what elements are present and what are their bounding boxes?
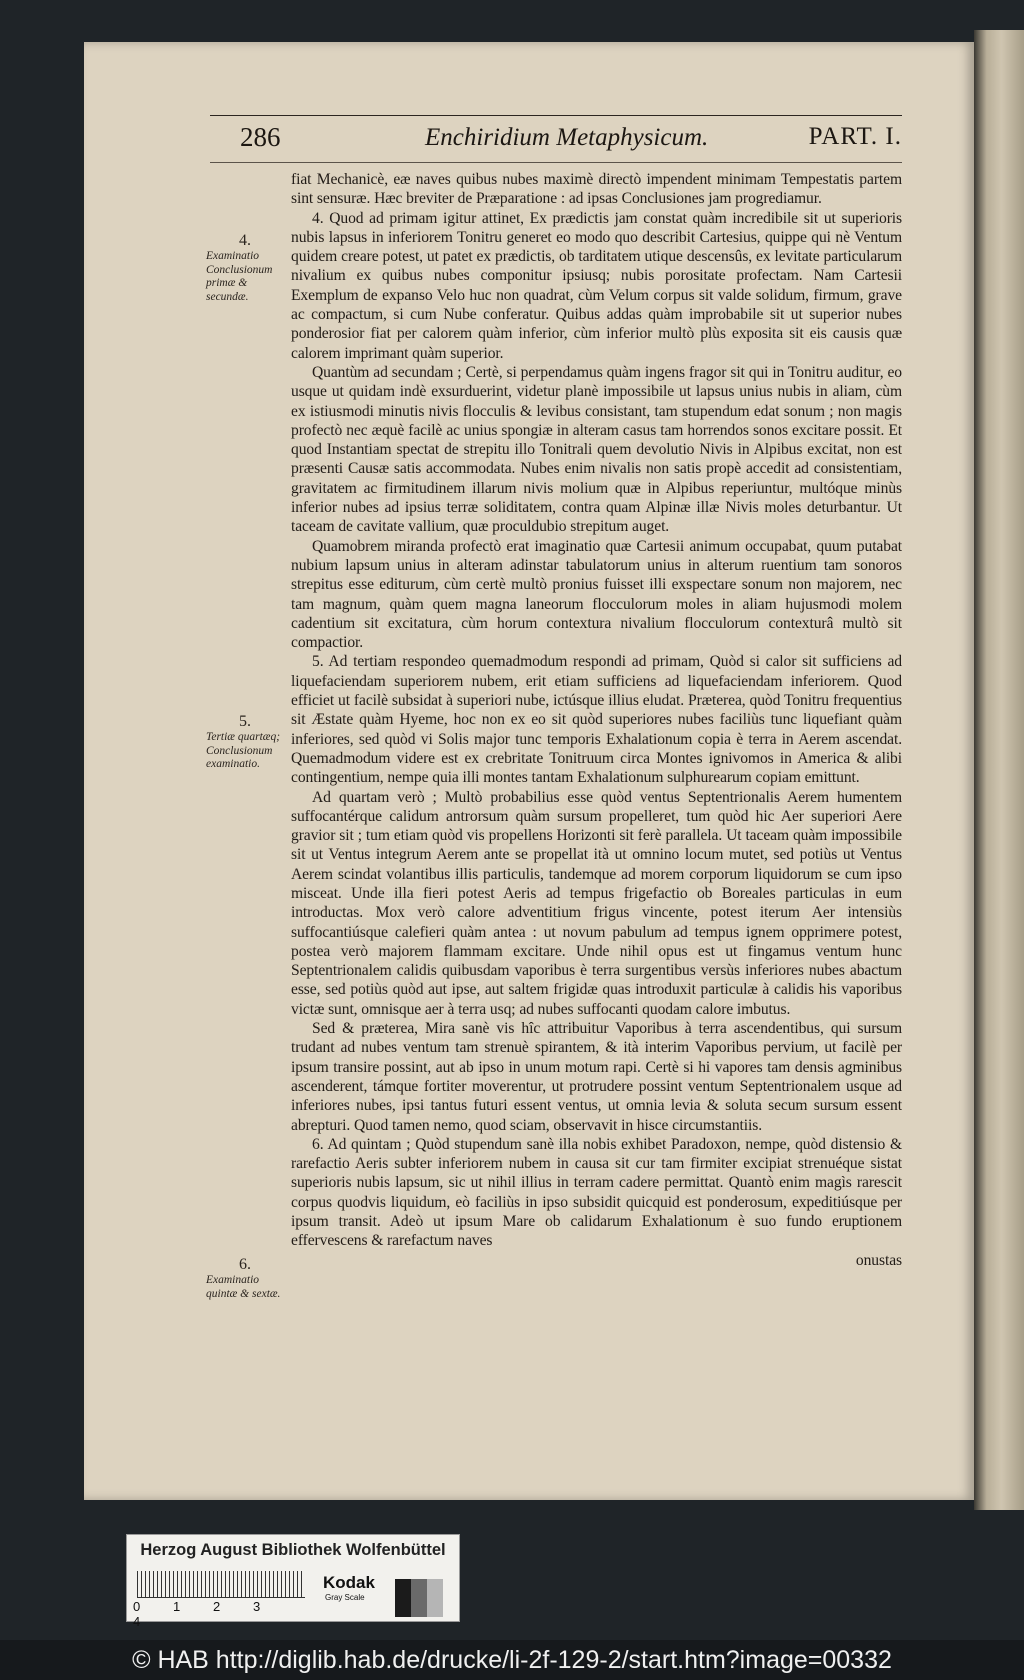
gray-scale-label: Gray Scale — [325, 1593, 365, 1602]
running-header — [210, 115, 902, 163]
margin-note-4 — [206, 232, 284, 304]
ruler-number: 2 — [213, 1599, 221, 1614]
margin-note-number: 5. — [239, 713, 251, 730]
gray-swatch-mid — [411, 1579, 427, 1617]
paragraph: Ad quartam verò ; Multò probabilius esse quòd ventus Septentrionalis Aerem humentem suffocantérque calidum antrorsum quàm sursum propelleret, tum quòd hic Aer superiori Aere gravior sit ; tum etiam quòd vis propellens Horizonti sit ferè parallela. Ut taceam quàm impossibile sit ut Ventus integrum Aerem ante se propellat ità ut omnino locum mutet, sed potiùs ut Ventus Aerem scindat volantibus illis particulis, tandemque ad morem corporum liquidorum se cum ipso misceat. Unde illa fieri potest Aeris ad tempus frigefactio ob Boreales particulas in eum introductas. Mox verò calore adventitium frigus vincente, potest iterum Aer intensiùs suffocantiúsque calefieri quàm antea : ut novum pabulum ad tempus ignem opprimere potest, postea verò majorem flammam excitare. Unde nihil opus est ut fingamus ventum hunc Septentrionalem calidis quibusdam vaporibus è terra surgentibus versùs inferiores nubes abactum esse, sed potiùs quòd aut ipse, aut saltem frigidæ quas introduxit particulæ à calidis his vaporibus victæ sunt, omnisque aer à terra usq; ad nubes suffocanti quodam calore imbutus. — [291, 788, 902, 1018]
paragraph: Quamobrem miranda profectò erat imaginatio quæ Cartesii animum occupabat, quum putabat nubium lapsum unius in alteram adinstar tabulatorum unius in alterum ruentium tam sonoros strepitus esse editurum, cùm certè multò pronius fuisset illi exspectare sonum non majorem, nec tam magnum, quàm quem magna laneorum flocculorum moles in aliam hujusmodi molem cadentium sit excitatura, cùm horum contextura nivalium flocculorum contexturâ multò sit compactior. — [291, 537, 902, 652]
margin-note-text: Examinatio quintæ & sextæ. — [206, 1274, 281, 1300]
margin-note-text: Tertiæ quartæq; Conclusionum examinatio. — [206, 731, 281, 770]
library-name: Herzog August Bibliothek Wolfenbüttel — [140, 1541, 446, 1559]
margin-note-6 — [206, 1256, 284, 1301]
body-text — [291, 170, 902, 1270]
ruler-numbers — [133, 1599, 313, 1629]
margin-note-number: 6. — [239, 1256, 251, 1273]
paragraph: 5. Ad tertiam respondeo quemadmodum respondi ad primam, Quòd si calor sit sufficiens ad liquefaciendam superiorem nubem, erit etiam sufficiens ad liquefaciendam inferiorem. Quod efficiet ut facilè subsidat à superiori nube, ictúsque illius eludat. Præterea, quòd Tonitru frequentius sit Æstate quàm Hyeme, hoc non ex eo sit quòd superiores nubes faciliùs tunc liquefiant quàm inferiores, sed quòd vi Solis major tunc temporis Exhalationum copia è terra in Aerem ascendat. Quemadmodum videre est ex crebritate Tonitruum circa Montes ignivomos in America & alibi contingentium, nempe quia illi montes tantam Exhalationum sulphurearum copiam emittunt. — [291, 653, 902, 787]
margin-note-number: 4. — [239, 232, 251, 249]
part-label: PART. I. — [808, 123, 902, 150]
margin-note-5 — [206, 713, 284, 772]
ruler-number: 3 — [253, 1599, 261, 1614]
scale-ruler — [137, 1571, 305, 1598]
running-title: Enchiridium Metaphysicum. — [425, 124, 709, 151]
paragraph: Sed & præterea, Mira sanè vis hîc attribuitur Vaporibus à terra ascendentibus, qui sursum trudant ad nubes ventum tam strenuè spirantem, & ità interim Vaporibus pervium, ut facilè per ipsum transire possint, aut ab ipso in unum motum rapi. Certè si hi vapores tam densis agminibus ascenderent, támque fortiter moverentur, ut protrudere possint ventum Septentrionalem usque ad inferiores nubes, ipsi tantus futuri essent ventus, ut omnia levia & soluta secum sursum essent abrepturi. Quod tamen nemo, quod sciam, observavit in hisce circumstantiis. — [291, 1020, 902, 1134]
library-color-card — [126, 1534, 460, 1629]
kodak-logo: Kodak — [323, 1573, 375, 1592]
copyright-footer: © HAB http://diglib.hab.de/drucke/li-2f-129-2/start.htm?image=00332 — [0, 1640, 1024, 1680]
page-number: 286 — [240, 122, 281, 152]
paragraph: 6. Ad quintam ; Quòd stupendum sanè illa nobis exhibet Paradoxon, nempe, quòd distensio & rarefactio Aeris subter inferiorem nubem in causa sit cur tam firmiter excipiat strenuéque sistat superioris nubis lapsum, sic ut nihil illius in terram cadere permittat. Quantò enim magìs rarescit corpus quodvis liquidum, eò faciliùs in ipso subsidit quicquid est ponderosum, expeditiúsque per ipsum transit. Adeò ut ipsum Mare ob calidarum Exhalationum è suo fundo eruptionem effervescens & rarefactum naves — [291, 1135, 902, 1250]
facing-page-edge — [974, 30, 1024, 1510]
margin-note-text: Examinatio Conclusionum primæ & secundæ. — [206, 250, 273, 303]
ruler-number: 4 — [133, 1614, 141, 1629]
paragraph: Quantùm ad secundam ; Certè, si perpendamus quàm ingens fragor sit qui in Tonitru auditur, eo usque ut quidam indè exsurduerint, videtur planè impossibile ut lapsus unius nubis in aliam, cùm ex istiusmodi minutis nivis flocculis & levibus consistant, tam stupendum edat sonum ; non magis profectò nec æquè facilè ac unius spongiæ in alteram casus tam horrendos sonos excitare possit. Et quod Instantiam spectat de strepitu illo Tonitrali quem devolutio Nivis in Alpibus excitat, non est præsenti Causæ satis accommodata. Nubes enim nivalis non satis propè accedit ad consistentiam, gravitatem ac firmitudinem illarum nivis molium quæ in Alpibus reperiuntur, multóque minùs inferior nubes ad ipsius terræ soliditatem, contra quam Alpinæ illæ Nivis moles deturbantur. Ut taceam de cavitate vallium, quæ proculdubio strepitum auget. — [291, 363, 902, 536]
ruler-number: 0 — [133, 1599, 141, 1614]
paragraph: 4. Quod ad primam igitur attinet, Ex prædictis jam constat quàm incredibile sit ut superioris nubis lapsus in inferiorem Tonitru generet eo modo quo describit Cartesius, quippe qui nè Ventum quidem creare potest, ut patet ex prædictis, ob tarditatem utique descensûs, ex levitate particularum nivalium ex quibus nubes componitur ipsiusq; nubis porositate profectam. Nam Cartesii Exemplum de expanso Velo huc non quadrat, cùm Velum corpus sit valde solidum, firmum, grave ac compactum, si cum Nube conferatur. Quibus addas quàm improbabile sit ut superior nubes ponderosior fiat per calorem quàm inferior, cùm inferior multò plùs exposita sit eis causis quæ calorem imprimant quàm superior. — [291, 209, 902, 362]
catchword: onustas — [855, 1251, 902, 1269]
paragraph: fiat Mechanicè, eæ naves quibus nubes maximè directò impendent minimam Tempestatis partem sint sensuræ. Hæc breviter de Præparatione : ad ipsas Conclusiones jam progrediamur. — [291, 171, 902, 208]
gray-swatch-dark — [395, 1579, 411, 1617]
ruler-number: 1 — [173, 1599, 181, 1614]
gray-swatch-light — [427, 1579, 443, 1617]
